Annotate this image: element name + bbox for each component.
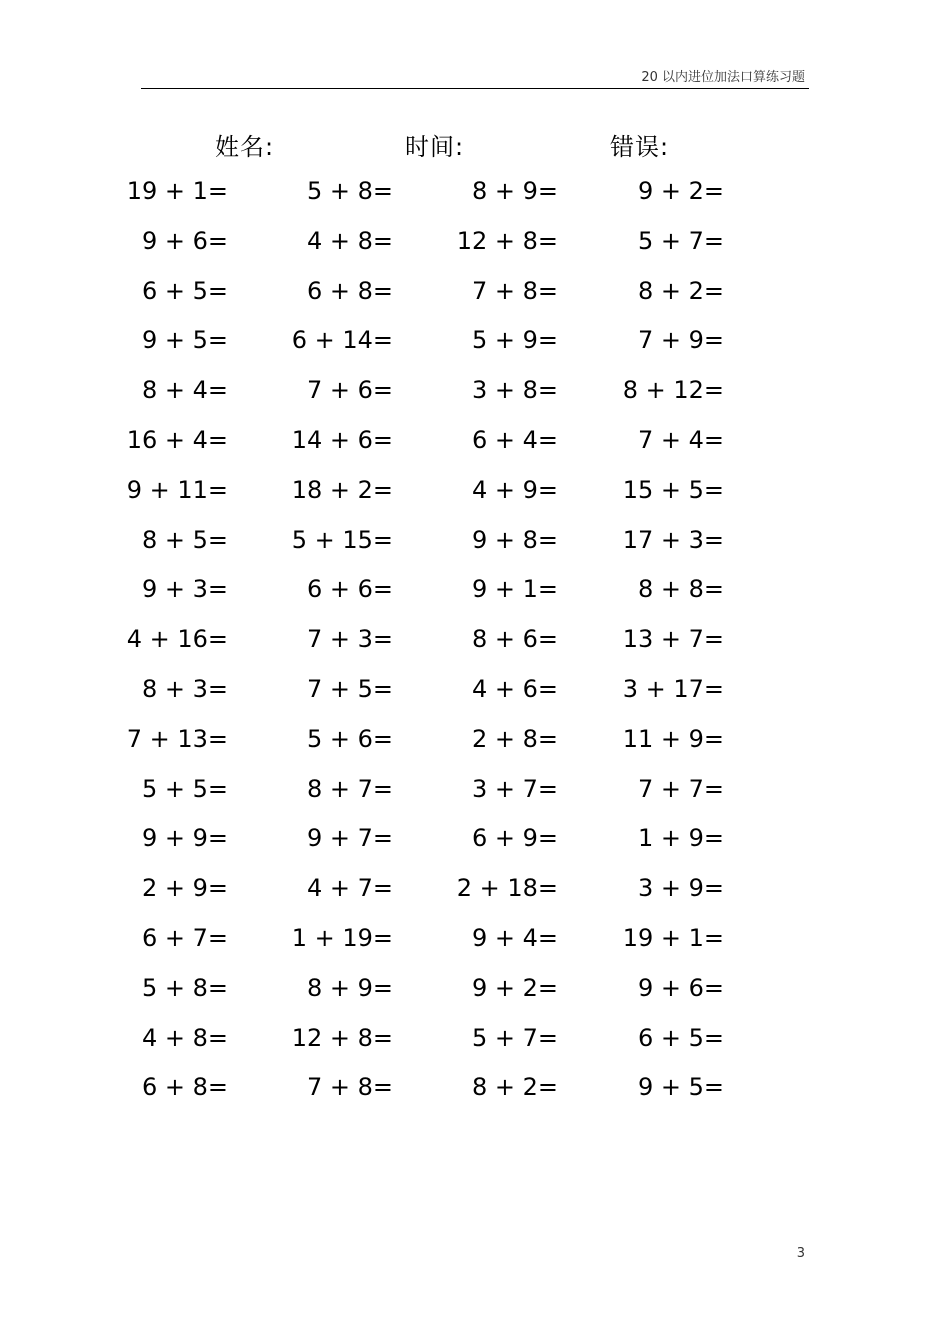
arithmetic-problem: 6 + 6= bbox=[306, 575, 393, 604]
arithmetic-problem: 8 + 9= bbox=[306, 973, 393, 1002]
arithmetic-problem: 17 + 3= bbox=[622, 525, 724, 554]
arithmetic-problem: 9 + 6= bbox=[141, 226, 228, 255]
arithmetic-problem: 11 + 9= bbox=[622, 724, 724, 753]
arithmetic-problem: 15 + 5= bbox=[622, 475, 724, 504]
arithmetic-problem: 5 + 9= bbox=[471, 326, 558, 355]
arithmetic-problem: 3 + 7= bbox=[471, 774, 558, 803]
arithmetic-problem: 13 + 7= bbox=[622, 625, 724, 654]
arithmetic-problem: 9 + 11= bbox=[126, 475, 228, 504]
document-header-title: 20 以内进位加法口算练习题 bbox=[641, 70, 805, 85]
arithmetic-problem: 7 + 8= bbox=[471, 276, 558, 305]
arithmetic-problem: 3 + 17= bbox=[622, 675, 724, 703]
arithmetic-problem: 5 + 6= bbox=[306, 724, 393, 753]
arithmetic-problem: 6 + 7= bbox=[141, 924, 228, 952]
arithmetic-problem: 4 + 16= bbox=[126, 625, 228, 654]
arithmetic-problem: 9 + 7= bbox=[306, 824, 393, 853]
name-label: 姓名: bbox=[215, 133, 275, 161]
arithmetic-problem: 5 + 8= bbox=[306, 177, 393, 205]
arithmetic-problem: 9 + 8= bbox=[471, 525, 558, 554]
arithmetic-problem: 5 + 15= bbox=[291, 525, 393, 554]
arithmetic-problem: 8 + 6= bbox=[471, 625, 558, 654]
arithmetic-problem: 6 + 9= bbox=[471, 824, 558, 853]
errors-label: 错误: bbox=[610, 133, 670, 161]
arithmetic-problem: 1 + 9= bbox=[637, 824, 724, 853]
arithmetic-problem: 7 + 6= bbox=[306, 376, 393, 405]
arithmetic-problem: 12 + 8= bbox=[456, 226, 558, 255]
arithmetic-problem: 8 + 5= bbox=[141, 525, 228, 554]
arithmetic-problem: 8 + 3= bbox=[141, 675, 228, 703]
arithmetic-problem: 9 + 4= bbox=[471, 924, 558, 952]
arithmetic-problem: 19 + 1= bbox=[622, 924, 724, 952]
arithmetic-problem: 5 + 7= bbox=[637, 226, 724, 255]
arithmetic-problem: 7 + 9= bbox=[637, 326, 724, 355]
page-number: 3 bbox=[796, 1246, 805, 1261]
arithmetic-problem: 8 + 12= bbox=[622, 376, 724, 405]
arithmetic-problem: 2 + 8= bbox=[471, 724, 558, 753]
arithmetic-problem: 12 + 8= bbox=[291, 1023, 393, 1052]
arithmetic-problem: 8 + 2= bbox=[637, 276, 724, 305]
arithmetic-problem: 4 + 7= bbox=[306, 874, 393, 903]
arithmetic-problem: 9 + 5= bbox=[141, 326, 228, 355]
arithmetic-problem: 1 + 19= bbox=[291, 924, 393, 952]
arithmetic-problem: 3 + 8= bbox=[471, 376, 558, 405]
arithmetic-problem: 8 + 9= bbox=[471, 177, 558, 205]
arithmetic-problem: 4 + 8= bbox=[141, 1023, 228, 1052]
arithmetic-problem: 8 + 2= bbox=[471, 1073, 558, 1102]
arithmetic-problem: 6 + 5= bbox=[637, 1023, 724, 1052]
arithmetic-problem: 8 + 8= bbox=[637, 575, 724, 604]
arithmetic-problem: 9 + 2= bbox=[637, 177, 724, 205]
arithmetic-problem: 7 + 5= bbox=[306, 675, 393, 703]
arithmetic-problem: 16 + 4= bbox=[126, 426, 228, 454]
arithmetic-problem: 8 + 4= bbox=[141, 376, 228, 405]
arithmetic-problem: 9 + 3= bbox=[141, 575, 228, 604]
arithmetic-problem: 2 + 9= bbox=[141, 874, 228, 903]
arithmetic-problem: 4 + 8= bbox=[306, 226, 393, 255]
arithmetic-problem: 9 + 1= bbox=[471, 575, 558, 604]
arithmetic-problem: 7 + 8= bbox=[306, 1073, 393, 1102]
arithmetic-problem: 4 + 6= bbox=[471, 675, 558, 703]
arithmetic-problem: 4 + 9= bbox=[471, 475, 558, 504]
arithmetic-problem: 6 + 4= bbox=[471, 426, 558, 454]
arithmetic-problem: 2 + 18= bbox=[456, 874, 558, 903]
arithmetic-problem: 18 + 2= bbox=[291, 475, 393, 504]
arithmetic-problem: 7 + 4= bbox=[637, 426, 724, 454]
arithmetic-problem: 8 + 7= bbox=[306, 774, 393, 803]
arithmetic-problem: 9 + 5= bbox=[637, 1073, 724, 1102]
arithmetic-problem: 5 + 7= bbox=[471, 1023, 558, 1052]
time-label: 时间: bbox=[405, 133, 465, 161]
arithmetic-problem: 5 + 5= bbox=[141, 774, 228, 803]
arithmetic-problem: 6 + 14= bbox=[291, 326, 393, 355]
arithmetic-problem: 9 + 9= bbox=[141, 824, 228, 853]
arithmetic-problem: 19 + 1= bbox=[126, 177, 228, 205]
arithmetic-problem: 5 + 8= bbox=[141, 973, 228, 1002]
arithmetic-problem: 7 + 7= bbox=[637, 774, 724, 803]
arithmetic-problem: 6 + 8= bbox=[306, 276, 393, 305]
arithmetic-problem: 3 + 9= bbox=[637, 874, 724, 903]
arithmetic-problem: 9 + 2= bbox=[471, 973, 558, 1002]
arithmetic-problem: 6 + 8= bbox=[141, 1073, 228, 1102]
arithmetic-problem: 14 + 6= bbox=[291, 426, 393, 454]
arithmetic-problem: 7 + 13= bbox=[126, 724, 228, 753]
arithmetic-problem: 7 + 3= bbox=[306, 625, 393, 654]
arithmetic-problem: 6 + 5= bbox=[141, 276, 228, 305]
arithmetic-problem: 9 + 6= bbox=[637, 973, 724, 1002]
